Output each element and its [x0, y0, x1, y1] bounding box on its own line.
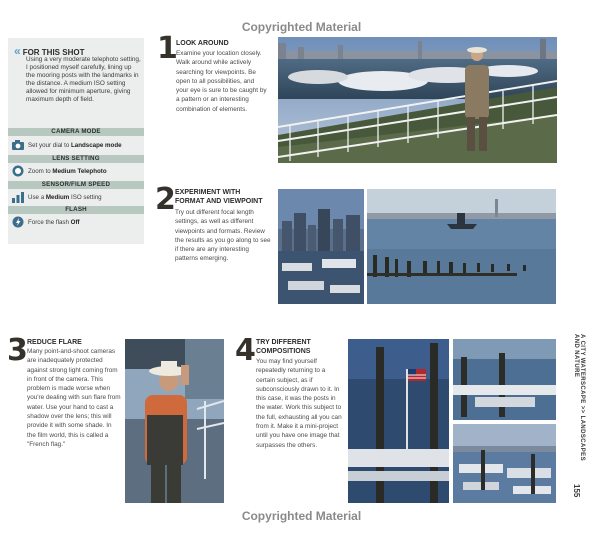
shot-info-body: Using a very moderate telephoto setting, I positioned myself carefully, lining up the mooring posts with the landmarks in the distance. A medium ISO setting allowed for minimum aperture, giving maximum depth of field. [26, 56, 141, 103]
mooring-posts-photo [367, 189, 556, 304]
sensor-speed-text: Use a Medium ISO setting [28, 193, 102, 201]
step-2-title: EXPERIMENT WITH FORMAT AND VIEWPOINT [175, 189, 263, 205]
flash-heading: FLASH [8, 206, 144, 214]
step-2-body: Try out different focal length settings, as well as different viewpoints and formats. Review the results as you go along to see if there are any interesting patterns emerging. [175, 209, 271, 263]
step-1-title: LOOK AROUND [176, 40, 229, 47]
step-3-title: REDUCE FLARE [27, 339, 82, 346]
copyright-header: Copyrighted Material [241, 20, 362, 34]
flash-text: Force the flash Off [28, 218, 80, 226]
sensor-speed-heading: SENSOR/FILM SPEED [8, 181, 144, 189]
step-3-number: 3 [7, 333, 28, 368]
section-side-label: A CITY WATERSCAPE >> LANDSCAPES AND NATURE [573, 334, 585, 461]
double-chevron-icon: « [14, 44, 21, 58]
harbor-photographer-photo [278, 37, 557, 163]
lens-setting-heading: LENS SETTING [8, 155, 144, 163]
step-1-body: Examine your location closely. Walk around while actively searching for viewpoints. Be open to all possibilities, and your eye is sure to be caught by a pattern or an interesting combination of elements. [176, 50, 267, 113]
step-4-number: 4 [235, 333, 256, 368]
page-number: 155 [572, 484, 581, 498]
marina-boats-photo [453, 424, 556, 503]
camera-mode-text: Set your dial to Landscape mode [28, 141, 122, 149]
flash-row [12, 215, 142, 229]
flash-icon [12, 216, 24, 228]
copyright-footer: Copyrighted Material [241, 509, 362, 523]
city-marina-photo [278, 189, 364, 304]
step-4-title: TRY DIFFERENT COMPOSITIONS [256, 339, 311, 355]
step-3-body: Many point-and-shoot cameras are inadequately protected against strong light coming from in front of the camera. This problem is made worse when you're dealing with sun flare from water. Use your hand to cast a shadow over the lens; this will provide it with some shade. In the film world, this is called a "French flag." [27, 348, 121, 448]
camera-mode-heading: CAMERA MODE [8, 128, 144, 136]
step-4-body: You may find yourself repeatedly returning to a certain subject, as if subconsciously drawn to it. In this case, it was the posts in the water. Work this subject to the full, exhausting all you can from it. Make it a mini-project until you have one image that surpasses the others. [256, 358, 342, 449]
step-2-number: 2 [155, 182, 176, 217]
iso-bars-icon [12, 191, 24, 203]
step-1-number: 1 [157, 31, 178, 66]
reduce-flare-photo [125, 339, 224, 503]
boats-posts-photo [453, 339, 556, 420]
lens-icon [12, 165, 24, 177]
camera-mode-row [12, 138, 142, 152]
flag-posts-photo [348, 339, 449, 503]
lens-setting-text: Zoom to Medium Telephoto [28, 167, 107, 175]
camera-icon [12, 139, 24, 151]
shot-info-title-text: FOR THIS SHOT [22, 48, 85, 57]
lens-setting-row [12, 164, 142, 178]
sensor-speed-row [12, 190, 142, 204]
